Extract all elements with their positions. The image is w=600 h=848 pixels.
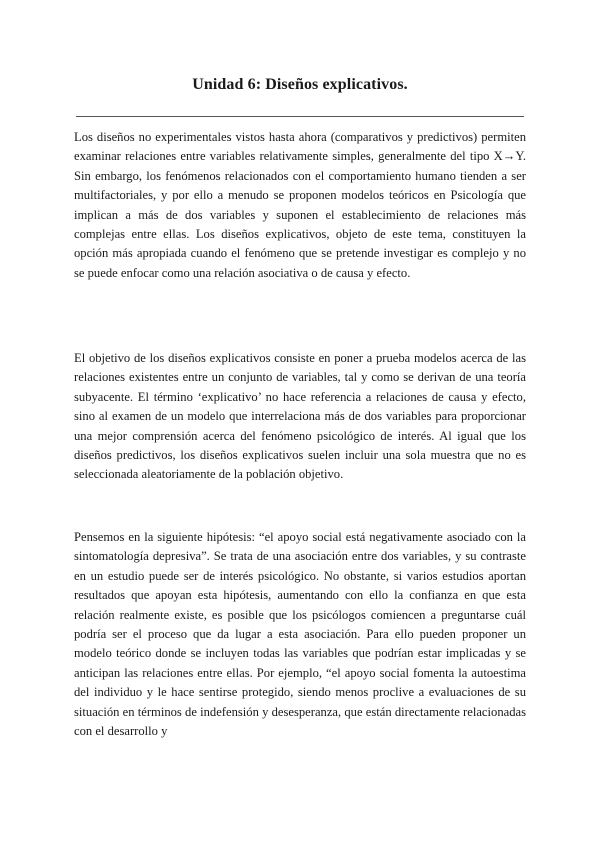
paragraph-2: El objetivo de los diseños explicativos consiste en poner a prueba modelos acerca de las relaciones existentes entre un conjunto de variables, tal y como se derivan de una teoría subyacente. El término ‘explicativo’ no hace referencia a relaciones de causa y efecto, sino al examen de un modelo que interrelaciona más de dos variables para proporcionar una mejor comprensión acerca del fenómeno psicológico de interés. Al igual que los diseños predictivos, los diseños explicativos suelen incluir una sola muestra que no es seleccionada aleatoriamente de la población objetivo. [74,351,526,482]
title-divider [76,116,524,117]
paragraph-1: Los diseños no experimentales vistos hasta ahora (comparativos y predictivos) permiten examinar relaciones entre variables relativamente simples, generalmente del tipo X→Y. Sin embargo, los fenómenos relacionados con el comportamiento humano tienden a ser multifactoriales, y por ello a menudo se proponen modelos teóricos en Psicología que implican a más de dos variables y suponen el establecimiento de relaciones más complejas entre ellas. Los diseños explicativos, objeto de este tema, constituyen la opción más apropiada cuando el fenómeno que se pretende investigar es complejo y no se puede enfocar como una relación asociativa o de causa y efecto. [74,130,526,280]
paragraph-3: Pensemos en la siguiente hipótesis: “el apoyo social está negativamente asociado con la sintomatología depresiva”. Se trata de una asociación entre dos variables, y su contraste en un estudio puede ser de interés psicológico. No obstante, si varios estudios aportan resultados que apoyan esta hipótesis, aumentando con ello la confianza en que esta relación realmente existe, es posible que los psicólogos comiencen a preguntarse cuál podría ser el proceso que da lugar a esta asociación. Para ello pueden proponer un modelo teórico donde se incluyen todas las variables que podrían estar implicadas y se anticipan las relaciones entre ellas. Por ejemplo, “el apoyo social fomenta la autoestima del individuo y le hace sentirse protegido, siendo menos proclive a evaluaciones de su situación en términos de indefensión y desesperanza, que están directamente relacionadas con el desarrollo y [74,530,526,739]
page-title: Unidad 6: Diseños explicativos. [192,76,408,93]
